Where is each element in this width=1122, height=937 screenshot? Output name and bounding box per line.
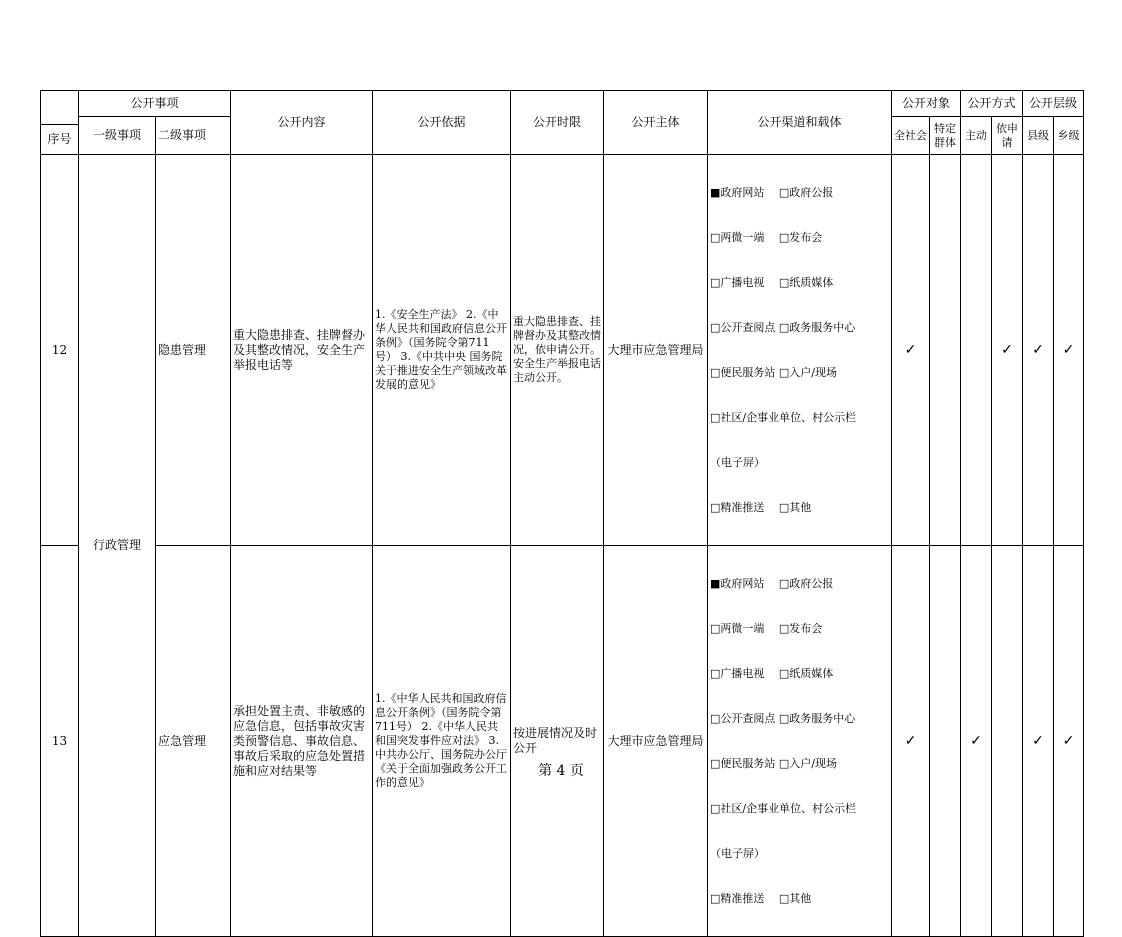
level1-header: 一级事项 [79, 117, 156, 155]
mark-specific [930, 155, 961, 546]
row-seq: 13 [41, 546, 79, 937]
row-subject: 大理市应急管理局 [604, 155, 708, 546]
channel-line: □广播电视 □纸质媒体 [710, 276, 834, 289]
public-items-header: 公开事项 [79, 91, 231, 117]
channel-line: ■政府网站 □政府公报 [710, 577, 834, 590]
seq-header: 序号 [41, 125, 79, 155]
level2-header: 二级事项 [156, 117, 231, 155]
channel-line: ■政府网站 □政府公报 [710, 186, 834, 199]
target-all-header: 全社会 [892, 117, 930, 155]
row-level2: 应急管理 [156, 546, 231, 937]
channel-line: □广播电视 □纸质媒体 [710, 667, 834, 680]
subject-header: 公开主体 [604, 91, 708, 155]
disclosure-table [40, 90, 1084, 937]
mark-town: ✓ [1054, 155, 1084, 546]
mark-apply: ✓ [992, 155, 1023, 546]
channels-header: 公开渠道和载体 [708, 91, 892, 155]
row-seq: 12 [41, 155, 79, 546]
mark-county: ✓ [1023, 546, 1054, 937]
mark-specific [930, 546, 961, 937]
row-channels [708, 546, 892, 937]
channel-line: □公开查阅点 □政务服务中心 [710, 321, 856, 334]
target-header: 公开对象 [892, 91, 961, 117]
mark-county: ✓ [1023, 155, 1054, 546]
seq-header-top [41, 91, 79, 125]
level-county-header: 县级 [1023, 117, 1054, 155]
channel-line: □两微一端 □发布会 [710, 231, 823, 244]
content-header: 公开内容 [231, 91, 373, 155]
table-row [41, 546, 1084, 937]
target-specific-header: 特定群体 [930, 117, 961, 155]
row-level2: 隐患管理 [156, 155, 231, 546]
channels-list [710, 546, 889, 936]
table-row [41, 155, 1084, 546]
channel-line: □公开查阅点 □政务服务中心 [710, 712, 856, 725]
row-content: 重大隐患排查、挂牌督办及其整改情况，安全生产举报电话等 [231, 155, 373, 546]
time-limit-header: 公开时限 [511, 91, 604, 155]
channel-line: □便民服务站 □入户/现场 [710, 757, 837, 770]
channels-list [710, 155, 889, 545]
row-channels [708, 155, 892, 546]
level-header: 公开层级 [1023, 91, 1084, 117]
level-town-header: 乡级 [1054, 117, 1084, 155]
method-header: 公开方式 [961, 91, 1023, 117]
row-time-limit: 重大隐患排查、挂牌督办及其整改情况，依申请公开。安全生产举报电话主动公开。 [511, 155, 604, 546]
channel-line: □两微一端 □发布会 [710, 622, 823, 635]
channel-line: □精准推送 □其他 [710, 892, 812, 905]
mark-all: ✓ [892, 546, 930, 937]
channel-line: □社区/企事业单位、村公示栏 [710, 802, 857, 815]
channel-line: □精准推送 □其他 [710, 501, 812, 514]
mark-town: ✓ [1054, 546, 1084, 937]
page-number: 第 4 页 [538, 763, 584, 779]
level1-cell: 行政管理 [79, 155, 156, 937]
channel-line: （电子屏） [710, 847, 765, 860]
mark-active [961, 155, 992, 546]
mark-active: ✓ [961, 546, 992, 937]
mark-apply [992, 546, 1023, 937]
method-apply-header: 依申请 [992, 117, 1023, 155]
row-subject: 大理市应急管理局 [604, 546, 708, 937]
channel-line: （电子屏） [710, 456, 765, 469]
row-basis: 1.《安全生产法》 2.《中华人民共和国政府信息公开条例》（国务院令第711号） 3.《中共中央 国务院关于推进安全生产领域改革发展的意见》 [373, 155, 511, 546]
basis-header: 公开依据 [373, 91, 511, 155]
method-active-header: 主动 [961, 117, 992, 155]
row-time-limit: 按进展情况及时公开 [511, 546, 604, 937]
row-basis: 1.《中华人民共和国政府信息公开条例》（国务院令第711号） 2.《中华人民共和国突发事件应对法》 3.中共办公厅、国务院办公厅《关于全面加强政务公开工作的意见》 [373, 546, 511, 937]
row-content: 承担处置主责、非敏感的应急信息，包括事故灾害类预警信息、事故信息、事故后采取的应急处置措施和应对结果等 [231, 546, 373, 937]
mark-all: ✓ [892, 155, 930, 546]
channel-line: □社区/企事业单位、村公示栏 [710, 411, 857, 424]
channel-line: □便民服务站 □入户/现场 [710, 366, 837, 379]
